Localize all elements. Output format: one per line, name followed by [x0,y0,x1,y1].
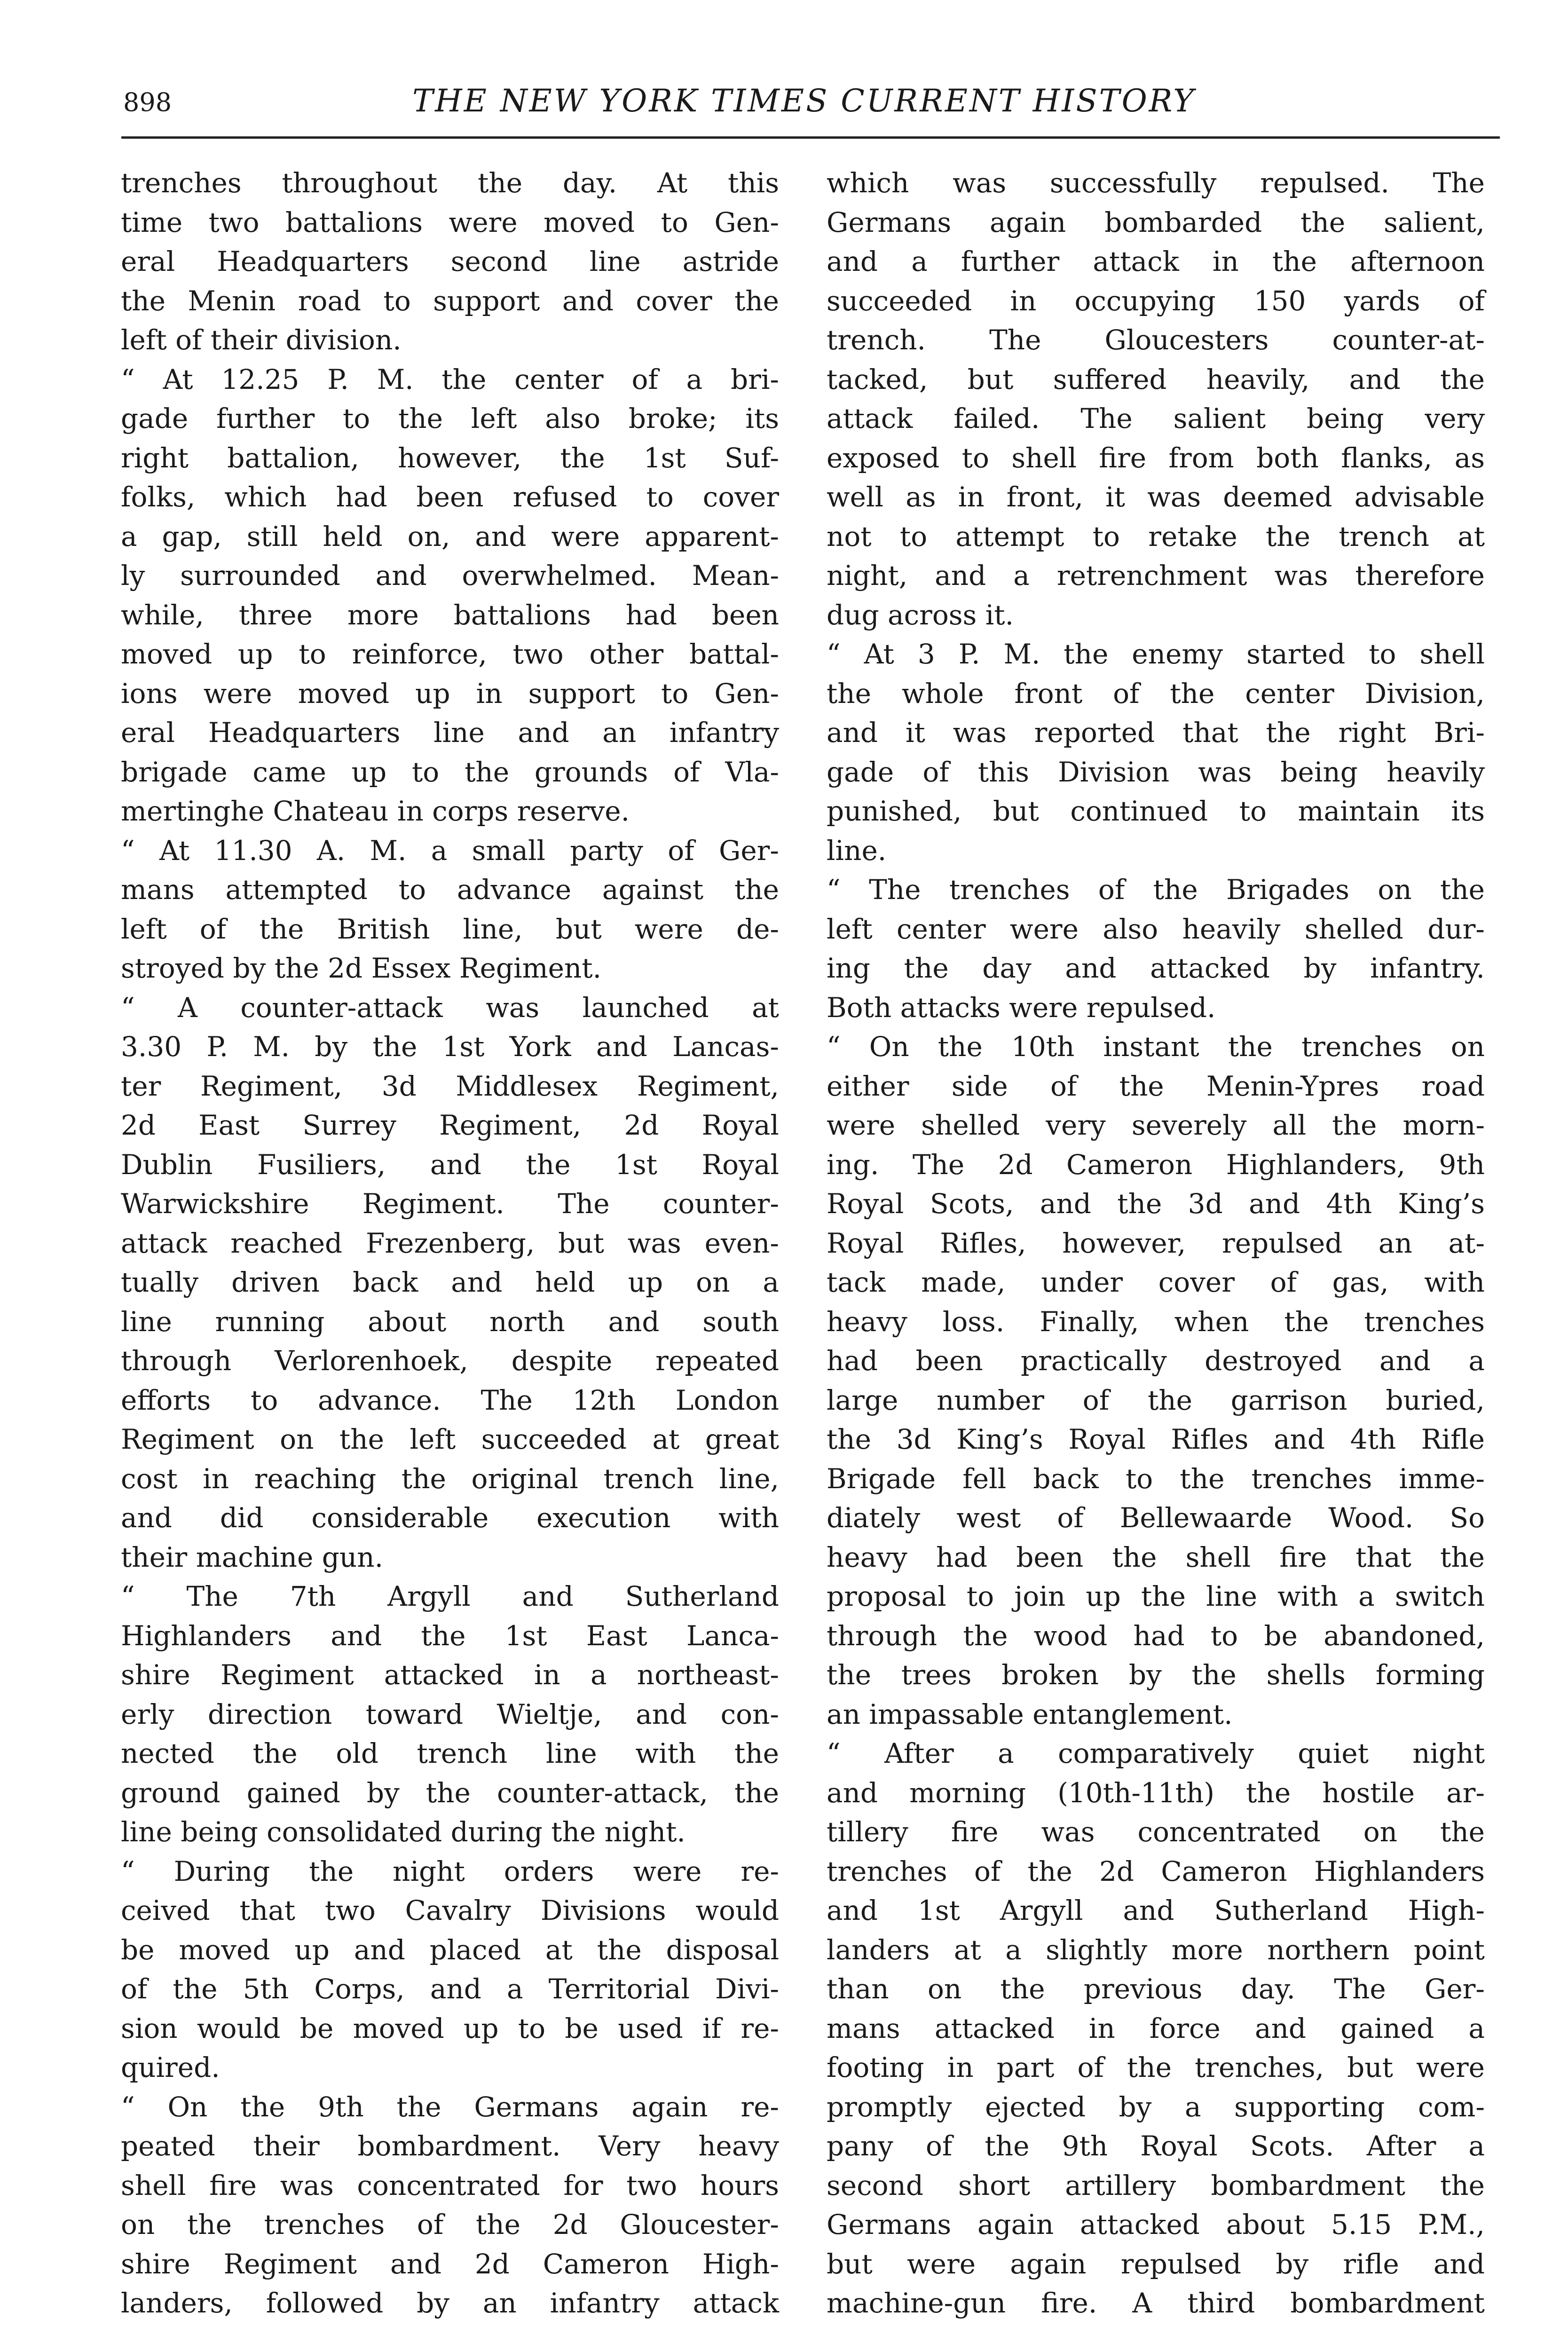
text-line: landers, followed by an infantry attack [121,2287,779,2319]
text-line: a gap, still held on, and were apparent- [121,520,779,552]
text-line: promptly ejected by a supporting com- [827,2091,1485,2123]
text-line: an impassable entanglement. [827,1698,1233,1730]
text-line: shell fire was concentrated for two hours [121,2169,779,2201]
paragraph [121,988,779,1578]
text-line: shire Regiment attacked in a northeast- [121,1659,779,1691]
text-line: ly surrounded and overwhelmed. Mean- [121,560,779,592]
text-line: left center were also heavily shelled dur- [827,913,1485,945]
text-line: Regiment on the left succeeded at great [121,1423,779,1455]
text-line: “ At 11.30 A. M. a small party of Ger- [121,834,779,867]
text-line: peated their bombardment. Very heavy [121,2130,779,2162]
text-line: tually driven back and held up on a [121,1266,779,1298]
text-line: efforts to advance. The 12th London [121,1384,779,1416]
text-line: left of the British line, but were de- [121,913,779,945]
text-line: erly direction toward Wieltje, and con- [121,1698,779,1730]
text-line: large number of the garrison buried, [827,1384,1485,1416]
text-line: machine-gun fire. A third bombardment [827,2287,1485,2319]
text-line: “ At 3 P. M. the enemy started to shell [827,638,1485,670]
paragraph [827,870,1485,1027]
text-line: tack made, under cover of gas, with [827,1266,1485,1298]
text-line: succeeded in occupying 150 yards of [827,284,1485,317]
text-line: left of their division. [121,324,402,356]
text-line: on the trenches of the 2d Gloucester- [121,2209,779,2241]
text-line: trenches throughout the day. At this [121,167,779,199]
text-line: be moved up and placed at the disposal [121,1933,779,1966]
text-line: time two battalions were moved to Gen- [121,206,779,238]
text-line: attack reached Frezenberg, but was even- [121,1227,779,1259]
text-line: through the wood had to be abandoned, [827,1619,1485,1652]
text-line: eral Headquarters second line astride [121,245,779,277]
text-line: proposal to join up the line with a switch [827,1580,1485,1612]
text-line: Dublin Fusiliers, and the 1st Royal [121,1148,779,1181]
text-line: through Verlorenhoek, despite repeated [121,1345,779,1377]
text-line: well as in front, it was deemed advisable [827,481,1485,513]
text-line: Warwickshire Regiment. The counter- [121,1188,779,1220]
text-line: Highlanders and the 1st East Lanca- [121,1619,779,1652]
text-line: ter Regiment, 3d Middlesex Regiment, [121,1070,779,1102]
text-line: and morning (10th-11th) the hostile ar- [827,1776,1485,1809]
paragraph [121,831,779,988]
text-line: ceived that two Cavalry Divisions would [121,1894,779,1926]
paragraph [121,1577,779,1852]
text-line: exposed to shell fire from both flanks, as [827,442,1485,474]
text-line: eral Headquarters line and an infantry [121,717,779,749]
text-line: “ After a comparatively quiet night [827,1737,1485,1769]
left-column [121,164,779,2323]
text-line: second short artillery bombardment the [827,2169,1485,2201]
right-column [827,164,1485,2323]
paragraph [121,2088,779,2323]
text-line: mertinghe Chateau in corps reserve. [121,795,630,827]
text-line: 2d East Surrey Regiment, 2d Royal [121,1109,779,1141]
text-line: than on the previous day. The Ger- [827,1973,1485,2005]
text-line: were shelled very severely all the morn- [827,1109,1485,1141]
text-line: night, and a retrenchment was therefore [827,560,1485,592]
text-line: dug across it. [827,599,1014,631]
text-line: sion would be moved up to be used if re- [121,2012,779,2044]
text-line: 3.30 P. M. by the 1st York and Lancas- [121,1031,779,1063]
text-line: gade further to the left also broke; its [121,402,779,434]
text-line: heavy had been the shell fire that the [827,1541,1485,1573]
text-line: gade of this Division was being heavily [827,756,1485,788]
text-line: line running about north and south [121,1305,779,1338]
text-line: which was successfully repulsed. The [827,167,1485,199]
text-line: while, three more battalions had been [121,599,779,631]
text-line: the whole front of the center Division, [827,677,1485,710]
text-line: “ A counter-attack was launched at [121,991,779,1024]
text-line: tillery fire was concentrated on the [827,1816,1485,1848]
page-number: 898 [123,87,172,117]
text-line: had been practically destroyed and a [827,1345,1485,1377]
text-line: not to attempt to retake the trench at [827,520,1485,552]
text-line: the trees broken by the shells forming [827,1659,1485,1691]
text-line: either side of the Menin-Ypres road [827,1070,1485,1102]
text-line: Brigade fell back to the trenches imme- [827,1462,1485,1495]
text-line: footing in part of the trenches, but were [827,2051,1485,2083]
text-line: trench. The Gloucesters counter-at- [827,324,1485,356]
text-line: the 3d King’s Royal Rifles and 4th Rifle [827,1423,1485,1455]
text-line: “ The 7th Argyll and Sutherland [121,1580,779,1612]
text-line: but were again repulsed by rifle and [827,2248,1485,2280]
text-line: nected the old trench line with the [121,1737,779,1769]
text-line: shire Regiment and 2d Cameron High- [121,2248,779,2280]
text-line: brigade came up to the grounds of Vla- [121,756,779,788]
text-line: landers at a slightly more northern point [827,1933,1485,1966]
text-line: ing. The 2d Cameron Highlanders, 9th [827,1148,1485,1181]
paragraph [827,1027,1485,1734]
text-line: “ At 12.25 P. M. the center of a bri- [121,363,779,395]
text-line: ing the day and attacked by infantry. [827,952,1485,984]
text-line: line being consolidated during the night. [121,1816,686,1848]
text-line: Germans again bombarded the salient, [827,206,1485,238]
text-line: trenches of the 2d Cameron Highlanders [827,1855,1485,1887]
text-line: punished, but continued to maintain its [827,795,1485,827]
text-line: heavy loss. Finally, when the trenches [827,1305,1485,1338]
text-line: “ On the 9th the Germans again re- [121,2091,779,2123]
text-line: folks, which had been refused to cover [121,481,779,513]
text-line: Germans again attacked about 5.15 P.M., [827,2209,1485,2241]
text-line: mans attempted to advance against the [121,874,779,906]
paragraph [121,1852,779,2088]
paragraph [121,360,779,831]
text-line: of the 5th Corps, and a Territorial Divi- [121,1973,779,2005]
text-line: stroyed by the 2d Essex Regiment. [121,952,602,984]
text-line: Both attacks were repulsed. [827,991,1216,1024]
text-line: “ On the 10th instant the trenches on [827,1031,1485,1063]
text-line: attack failed. The salient being very [827,402,1485,434]
text-line: moved up to reinforce, two other battal- [121,638,779,670]
text-line: and a further attack in the afternoon [827,245,1485,277]
text-line: ground gained by the counter-attack, the [121,1776,779,1809]
text-line: quired. [121,2051,220,2083]
text-line: “ The trenches of the Brigades on the [827,874,1485,906]
paragraph [121,164,779,360]
paragraph [827,164,1485,635]
text-line: “ During the night orders were re- [121,1855,779,1887]
text-line: and it was reported that the right Bri- [827,717,1485,749]
text-line: mans attacked in force and gained a [827,2012,1485,2044]
paragraph [827,635,1485,870]
text-line: pany of the 9th Royal Scots. After a [827,2130,1485,2162]
text-line: ions were moved up in support to Gen- [121,677,779,710]
text-line: diately west of Bellewaarde Wood. So [827,1502,1485,1534]
paragraph [827,1734,1485,2323]
text-line: tacked, but suffered heavily, and the [827,363,1485,395]
running-title: THE NEW YORK TIMES CURRENT HISTORY [412,83,1196,119]
header-rule [121,136,1500,139]
text-line: and did considerable execution with [121,1502,779,1534]
text-line: Royal Scots, and the 3d and 4th King’s [827,1188,1485,1220]
text-line: Royal Rifles, however, repulsed an at- [827,1227,1485,1259]
text-line: right battalion, however, the 1st Suf- [121,442,779,474]
text-line: line. [827,834,887,867]
text-line: the Menin road to support and cover the [121,284,779,317]
text-line: cost in reaching the original trench line, [121,1462,779,1495]
text-line: their machine gun. [121,1541,384,1573]
text-line: and 1st Argyll and Sutherland High- [827,1894,1485,1926]
